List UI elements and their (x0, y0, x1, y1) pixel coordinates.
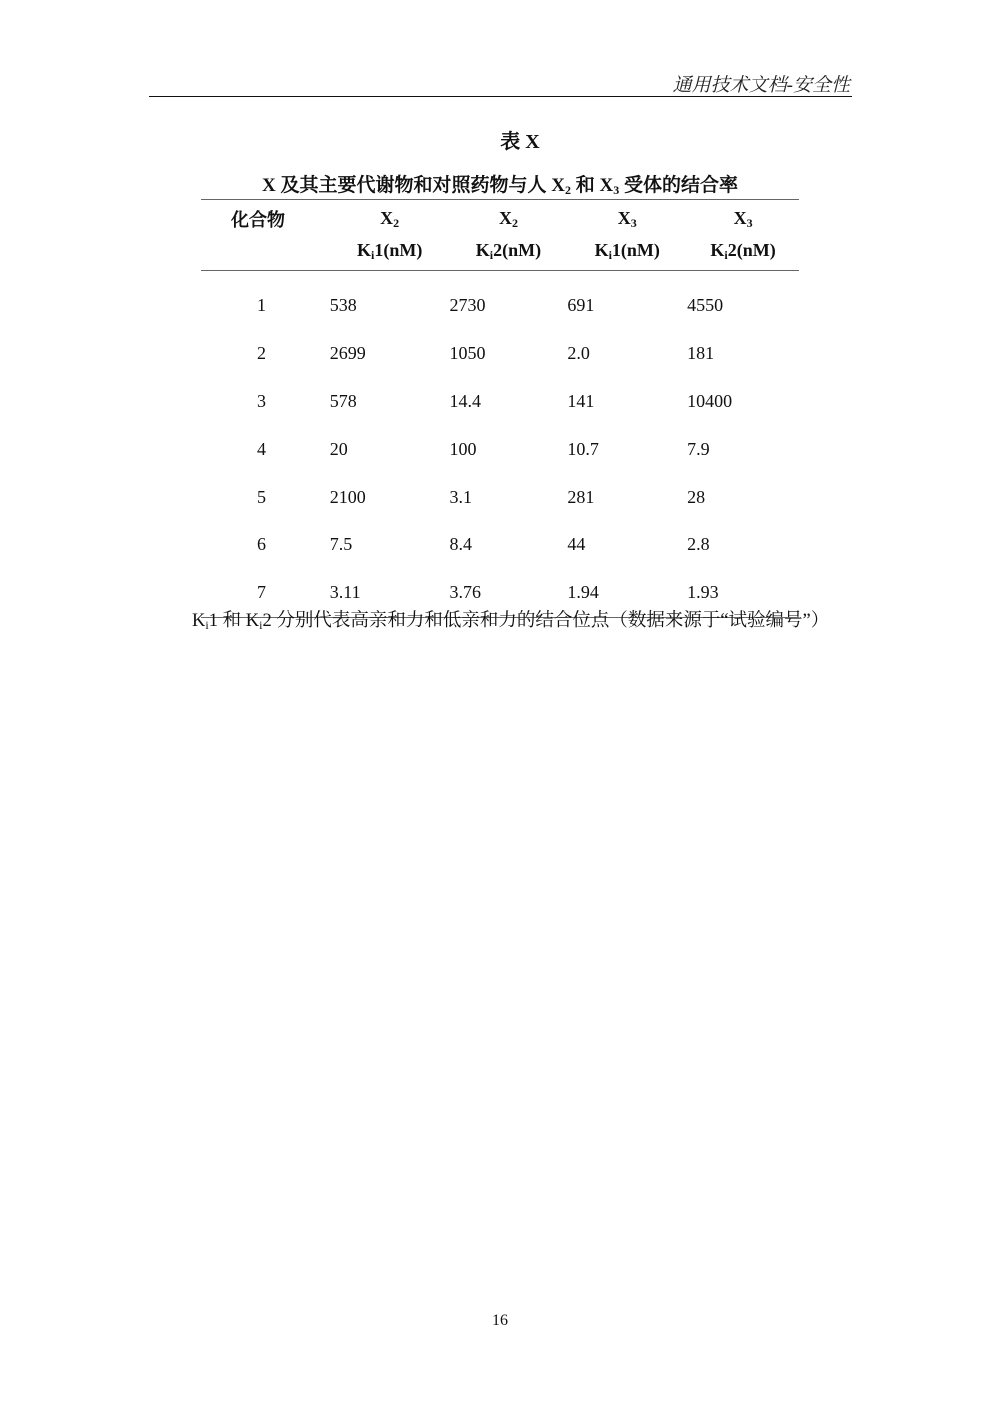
caption-text: X 及其主要代谢物和对照药物与人 X (262, 175, 565, 196)
cell-value: 44 (567, 534, 586, 555)
caption-sub: 2 (564, 183, 571, 197)
caption-sub: 3 (613, 183, 620, 197)
cell-value: 7.5 (329, 534, 353, 555)
table-row (201, 378, 799, 426)
table-row (201, 271, 799, 330)
document-header-title: 通用技术文档-安全性 (672, 75, 850, 96)
column-header-receptor: $X_3$ (687, 200, 799, 234)
table-row (201, 473, 799, 521)
table-label: 表 X (500, 131, 540, 153)
cell-value: 28 (687, 486, 706, 507)
caption-text: 和 X (570, 175, 614, 196)
cell-value: 2699 (329, 343, 366, 364)
cell-value: 1.94 (567, 569, 687, 617)
caption-text: 受体的结合率 (619, 175, 738, 196)
cell-value: 10.7 (567, 438, 599, 459)
column-header-receptor: $X_3$ (567, 200, 687, 234)
cell-value: 100 (449, 438, 477, 459)
cell-compound: 2 (257, 343, 266, 364)
cell-compound: 1 (257, 295, 266, 316)
table-row (201, 521, 799, 569)
table-row (201, 425, 799, 473)
cell-value: 181 (687, 343, 715, 364)
note-text: 1 和 (208, 611, 246, 631)
column-header-empty (201, 233, 330, 271)
cell-value: 141 (567, 390, 595, 411)
table-caption (200, 170, 800, 198)
note-sub: i (259, 618, 263, 632)
cell-value: 1.93 (687, 569, 799, 617)
header-divider (149, 96, 852, 97)
cell-value: 20 (329, 438, 348, 459)
cell-value: 578 (329, 390, 357, 411)
cell-value: 2.0 (567, 343, 590, 364)
cell-compound: 7 (201, 569, 330, 617)
cell-value: 3.11 (330, 569, 450, 617)
column-header-measure: $K_i2(nM)$ (450, 233, 568, 271)
cell-value: 691 (567, 295, 595, 316)
note-sub: i (205, 618, 209, 632)
cell-value: 7.9 (687, 438, 710, 459)
column-header-measure: $K_i1(nM)$ (567, 233, 687, 271)
cell-value: 3.76 (450, 569, 568, 617)
note-text: K (245, 611, 260, 631)
cell-value: 3.1 (449, 486, 473, 507)
page-number: 16 (492, 1312, 508, 1329)
cell-value: 281 (567, 486, 595, 507)
cell-compound: 6 (257, 534, 266, 555)
cell-compound: 5 (257, 486, 266, 507)
cell-compound: 3 (257, 390, 266, 411)
cell-value: 14.4 (449, 390, 482, 411)
column-header-receptor: $X_2$ (450, 200, 568, 234)
cell-value: 1050 (449, 343, 486, 364)
table-row (201, 330, 799, 378)
cell-value: 4550 (687, 295, 724, 316)
cell-value: 2100 (329, 486, 366, 507)
table-header-subrow (201, 233, 799, 271)
note-text: K (192, 611, 206, 631)
column-header-compound: 化合物 (201, 200, 330, 234)
cell-value: 538 (329, 295, 357, 316)
column-header-measure: $K_i1(nM)$ (330, 233, 450, 271)
column-header-receptor: $X_2$ (330, 200, 450, 234)
cell-compound: 4 (257, 438, 266, 459)
table-footnote (150, 606, 852, 640)
cell-value: 8.4 (449, 534, 473, 555)
cell-value: 2730 (449, 295, 486, 316)
table-header-row (201, 200, 799, 234)
binding-affinity-table (201, 199, 799, 618)
cell-value: 10400 (687, 390, 733, 411)
column-header-measure: $K_i2(nM)$ (687, 233, 799, 271)
note-text: 2 分别代表高亲和力和低亲和力的结合位点（数据来源于“试验编号”） (262, 611, 830, 631)
cell-value: 2.8 (687, 534, 710, 555)
